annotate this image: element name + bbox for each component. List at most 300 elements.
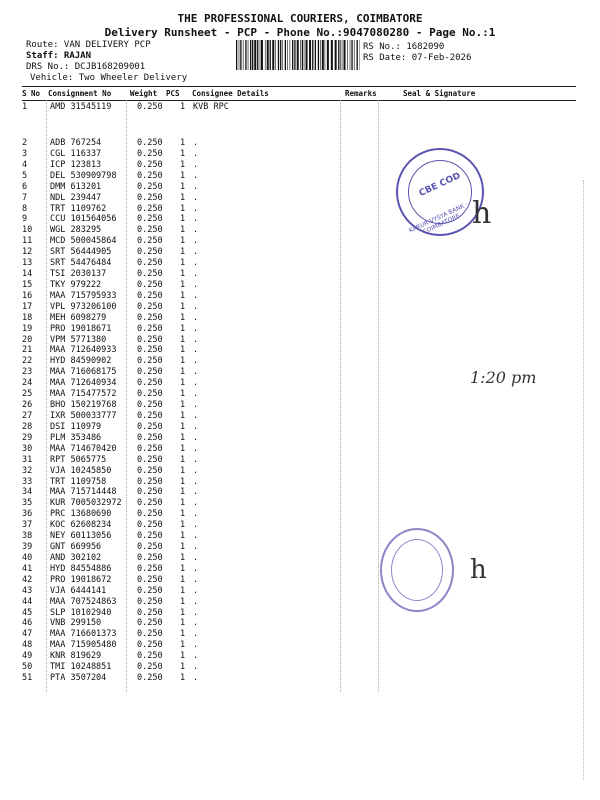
cell-wt: 0.250: [137, 148, 163, 159]
cell-sno: 14: [22, 269, 33, 280]
cell-sno: 34: [22, 487, 33, 498]
cell-cons: PRC 13680690: [50, 509, 112, 520]
cell-pcs: 1: [180, 552, 186, 563]
signature-mark: h: [470, 555, 487, 585]
cell-wt: 0.250: [137, 102, 163, 112]
cell-wt: 0.250: [137, 629, 163, 640]
cell-wt: 0.250: [137, 487, 163, 498]
cell-sno: 19: [22, 323, 33, 334]
cell-sno: 7: [22, 192, 28, 203]
cell-sno: 37: [22, 520, 33, 531]
table-row: [0, 335, 600, 346]
cell-sno: 39: [22, 542, 33, 553]
cell-det: .: [193, 585, 199, 596]
cell-sno: 28: [22, 421, 33, 432]
cell-cons: IXR 500033777: [50, 411, 117, 421]
cell-pcs: 1: [180, 465, 186, 476]
col-seal-signature: Seal & Signature: [403, 89, 476, 98]
cell-det: .: [193, 673, 199, 684]
cell-wt: 0.250: [137, 214, 163, 225]
cell-wt: 0.250: [137, 192, 163, 203]
cell-sno: 6: [22, 181, 28, 192]
cell-pcs: 1: [180, 520, 186, 531]
cell-pcs: 1: [180, 159, 186, 170]
cell-det: .: [193, 279, 199, 290]
cell-det: .: [193, 465, 199, 476]
cell-cons: TRT 1109762: [50, 203, 107, 214]
table-row: [0, 193, 600, 204]
cell-cons: PRO 19018671: [50, 323, 112, 334]
table-row: [0, 225, 600, 236]
cell-wt: 0.250: [137, 552, 163, 563]
cell-sno: 24: [22, 378, 33, 389]
table-row: [0, 597, 600, 608]
table-row: [0, 662, 600, 673]
table-row: [0, 149, 600, 160]
cell-wt: 0.250: [137, 585, 163, 596]
drs-label: DRS No.: DCJB168209001: [26, 62, 146, 72]
cell-cons: AND 302102: [50, 552, 102, 563]
table-row: [0, 160, 600, 171]
cell-pcs: 1: [180, 367, 186, 378]
cell-pcs: 1: [180, 170, 186, 181]
cell-pcs: 1: [180, 585, 186, 596]
cell-sno: 45: [22, 607, 33, 618]
cell-pcs: 1: [180, 214, 186, 225]
cell-det: KVB RPC: [193, 102, 229, 112]
cell-wt: 0.250: [137, 618, 163, 629]
cell-sno: 2: [22, 138, 28, 148]
cell-sno: 5: [22, 170, 28, 181]
cell-cons: MAA 716068175: [50, 367, 117, 378]
cell-wt: 0.250: [137, 181, 163, 192]
cell-det: .: [193, 476, 199, 487]
cell-sno: 43: [22, 585, 33, 596]
table-row: [0, 553, 600, 564]
cell-pcs: 1: [180, 269, 186, 280]
cell-sno: 46: [22, 618, 33, 629]
rs-number: RS No.: 1682090: [363, 42, 445, 52]
cell-sno: 12: [22, 247, 33, 258]
cell-pcs: 1: [180, 487, 186, 498]
route-label: Route: VAN DELIVERY PCP: [26, 40, 151, 50]
cell-sno: 8: [22, 203, 28, 214]
cell-cons: VJA 10245850: [50, 465, 112, 476]
cell-pcs: 1: [180, 148, 186, 159]
cell-pcs: 1: [180, 618, 186, 629]
cell-pcs: 1: [180, 389, 186, 400]
cell-sno: 31: [22, 454, 33, 465]
cell-pcs: 1: [180, 225, 186, 236]
cell-wt: 0.250: [137, 247, 163, 258]
cell-wt: 0.250: [137, 662, 163, 673]
signature-mark: h: [472, 196, 492, 231]
cell-pcs: 1: [180, 574, 186, 585]
cell-det: .: [193, 421, 199, 432]
cell-det: .: [193, 225, 199, 236]
staff-label: Staff: RAJAN: [26, 51, 92, 61]
cell-cons: MAA 715714448: [50, 487, 117, 498]
cell-det: .: [193, 203, 199, 214]
table-row: [0, 182, 600, 193]
table-row: [0, 291, 600, 302]
cell-pcs: 1: [180, 301, 186, 312]
cell-cons: MAA 712640933: [50, 345, 117, 356]
cell-sno: 42: [22, 574, 33, 585]
table-row: [0, 324, 600, 335]
cell-wt: 0.250: [137, 258, 163, 269]
cell-wt: 0.250: [137, 563, 163, 574]
cell-det: .: [193, 159, 199, 170]
cell-cons: TSI 2030137: [50, 269, 107, 280]
cell-cons: DEL 530909798: [50, 170, 117, 181]
cell-cons: MAA 715477572: [50, 389, 117, 400]
cell-det: .: [193, 574, 199, 585]
table-row: [0, 138, 600, 149]
cell-wt: 0.250: [137, 673, 163, 684]
cell-det: .: [193, 236, 199, 247]
cell-sno: 51: [22, 673, 33, 684]
table-row: [0, 356, 600, 367]
cell-wt: 0.250: [137, 542, 163, 553]
table-row: [0, 618, 600, 629]
cell-pcs: 1: [180, 290, 186, 301]
col-consignment: Consignment No: [48, 89, 112, 98]
cell-cons: SRT 54476484: [50, 258, 112, 269]
cell-sno: 47: [22, 629, 33, 640]
cell-det: .: [193, 400, 199, 411]
cell-cons: VPM 5771380: [50, 334, 107, 345]
cell-pcs: 1: [180, 258, 186, 269]
cell-pcs: 1: [180, 400, 186, 411]
table-row: [0, 313, 600, 324]
cell-sno: 11: [22, 236, 33, 247]
cell-pcs: 1: [180, 498, 186, 509]
cell-det: .: [193, 552, 199, 563]
table-row: [0, 269, 600, 280]
table-row: [0, 640, 600, 651]
cell-det: .: [193, 301, 199, 312]
cell-sno: 30: [22, 443, 33, 454]
col-consignee-details: Consignee Details: [192, 89, 269, 98]
cell-sno: 41: [22, 563, 33, 574]
cell-wt: 0.250: [137, 225, 163, 236]
cell-det: .: [193, 192, 199, 203]
cell-wt: 0.250: [137, 138, 163, 148]
cell-det: .: [193, 629, 199, 640]
table-header: [22, 87, 576, 100]
cell-wt: 0.250: [137, 312, 163, 323]
cell-cons: TKY 979222: [50, 279, 102, 290]
barcode-icon: [236, 40, 360, 70]
cell-pcs: 1: [180, 356, 186, 367]
cell-cons: VNB 299150: [50, 618, 102, 629]
cell-det: .: [193, 378, 199, 389]
cell-cons: WGL 283295: [50, 225, 102, 236]
cell-det: .: [193, 290, 199, 301]
cell-wt: 0.250: [137, 389, 163, 400]
cell-pcs: 1: [180, 203, 186, 214]
cell-pcs: 1: [180, 509, 186, 520]
table-row: [0, 102, 600, 113]
cell-cons: VPL 973206100: [50, 301, 117, 312]
cell-det: .: [193, 531, 199, 542]
cell-wt: 0.250: [137, 159, 163, 170]
cell-wt: 0.250: [137, 323, 163, 334]
cell-det: .: [193, 170, 199, 181]
cell-sno: 44: [22, 596, 33, 607]
table-row: [0, 389, 600, 400]
cell-cons: VJA 6444141: [50, 585, 107, 596]
cell-pcs: 1: [180, 138, 186, 148]
cell-pcs: 1: [180, 662, 186, 673]
bank-stamp-top: [396, 148, 484, 236]
cell-det: .: [193, 258, 199, 269]
cell-wt: 0.250: [137, 301, 163, 312]
cell-det: .: [193, 138, 199, 148]
cell-pcs: 1: [180, 542, 186, 553]
cell-det: .: [193, 269, 199, 280]
cell-cons: RPT 5065775: [50, 454, 107, 465]
table-row: [0, 542, 600, 553]
cell-sno: 10: [22, 225, 33, 236]
table-row: [0, 345, 600, 356]
stamp-ring-text: KARUR VYSYA BANK · COIMBATORE: [408, 201, 469, 236]
cell-det: .: [193, 454, 199, 465]
company-title: THE PROFESSIONAL COURIERS, COIMBATORE: [177, 12, 423, 25]
cell-pcs: 1: [180, 531, 186, 542]
cell-cons: CCU 101564056: [50, 214, 117, 225]
table-row: [0, 204, 600, 215]
cell-cons: DMM 613201: [50, 181, 102, 192]
cell-cons: MAA 715795933: [50, 290, 117, 301]
table-row: [0, 444, 600, 455]
col-sno: S No: [22, 89, 41, 98]
table-row: [0, 651, 600, 662]
cell-sno: 50: [22, 662, 33, 673]
cell-det: .: [193, 432, 199, 443]
cell-det: .: [193, 443, 199, 454]
cell-cons: PRO 19018672: [50, 574, 112, 585]
cell-sno: 29: [22, 432, 33, 443]
runsheet-subtitle: Delivery Runsheet - PCP - Phone No.:9047080280 - Page No.:1: [104, 26, 496, 39]
cell-sno: 16: [22, 290, 33, 301]
cell-sno: 13: [22, 258, 33, 269]
table-row: [0, 509, 600, 520]
cell-cons: GNT 669956: [50, 542, 102, 553]
cell-det: .: [193, 389, 199, 400]
cell-pcs: 1: [180, 563, 186, 574]
cell-sno: 20: [22, 334, 33, 345]
cell-det: .: [193, 148, 199, 159]
cell-cons: MAA 707524863: [50, 596, 117, 607]
cell-wt: 0.250: [137, 290, 163, 301]
cell-sno: 25: [22, 389, 33, 400]
cell-wt: 0.250: [137, 574, 163, 585]
cell-det: .: [193, 542, 199, 553]
cell-det: .: [193, 640, 199, 651]
cell-sno: 49: [22, 651, 33, 662]
cell-wt: 0.250: [137, 269, 163, 280]
cell-det: .: [193, 367, 199, 378]
cell-pcs: 1: [180, 651, 186, 662]
cell-det: .: [193, 312, 199, 323]
cell-sno: 18: [22, 312, 33, 323]
cell-cons: KUR 7005032972: [50, 498, 122, 509]
cell-sno: 32: [22, 465, 33, 476]
cell-wt: 0.250: [137, 356, 163, 367]
table-row: [0, 673, 600, 684]
cell-sno: 26: [22, 400, 33, 411]
cell-det: .: [193, 356, 199, 367]
cell-pcs: 1: [180, 345, 186, 356]
cell-cons: SRT 56444905: [50, 247, 112, 258]
cell-pcs: 1: [180, 236, 186, 247]
stamp-center-text: CBE COD: [417, 171, 463, 199]
cell-det: .: [193, 618, 199, 629]
cell-wt: 0.250: [137, 509, 163, 520]
table-row: [0, 400, 600, 411]
cell-det: .: [193, 596, 199, 607]
cell-sno: 40: [22, 552, 33, 563]
cell-cons: CGL 116337: [50, 148, 102, 159]
cell-sno: 1: [22, 102, 28, 112]
handwritten-time: 1:20 pm: [470, 368, 537, 387]
cell-wt: 0.250: [137, 443, 163, 454]
cell-wt: 0.250: [137, 520, 163, 531]
table-row: [0, 520, 600, 531]
table-row: [0, 422, 600, 433]
cell-cons: HYD 84590902: [50, 356, 112, 367]
cell-cons: BHO 150219768: [50, 400, 117, 411]
cell-pcs: 1: [180, 312, 186, 323]
cell-wt: 0.250: [137, 421, 163, 432]
cell-cons: MEH 6098279: [50, 312, 107, 323]
table-row: [0, 608, 600, 619]
table-row: [0, 171, 600, 182]
cell-pcs: 1: [180, 629, 186, 640]
cell-wt: 0.250: [137, 640, 163, 651]
cell-det: .: [193, 607, 199, 618]
cell-cons: PLM 353486: [50, 432, 102, 443]
cell-sno: 27: [22, 411, 33, 421]
table-row: [0, 498, 600, 509]
cell-cons: MAA 715905480: [50, 640, 117, 651]
cell-wt: 0.250: [137, 378, 163, 389]
cell-wt: 0.250: [137, 236, 163, 247]
cell-wt: 0.250: [137, 498, 163, 509]
rs-date: RS Date: 07-Feb-2026: [363, 53, 472, 63]
table-row: [0, 487, 600, 498]
cell-wt: 0.250: [137, 411, 163, 421]
cell-wt: 0.250: [137, 345, 163, 356]
cell-det: .: [193, 411, 199, 421]
cell-cons: TRT 1109758: [50, 476, 107, 487]
cell-cons: MAA 712640934: [50, 378, 117, 389]
cell-wt: 0.250: [137, 203, 163, 214]
cell-sno: 4: [22, 159, 28, 170]
table-row: [0, 214, 600, 225]
cell-pcs: 1: [180, 323, 186, 334]
cell-pcs: 1: [180, 279, 186, 290]
table-row: [0, 575, 600, 586]
cell-sno: 15: [22, 279, 33, 290]
cell-cons: PTA 3507204: [50, 673, 107, 684]
cell-wt: 0.250: [137, 607, 163, 618]
cell-pcs: 1: [180, 334, 186, 345]
cell-sno: 17: [22, 301, 33, 312]
cell-sno: 33: [22, 476, 33, 487]
table-row: [0, 302, 600, 313]
cell-det: .: [193, 520, 199, 531]
cell-pcs: 1: [180, 181, 186, 192]
cell-wt: 0.250: [137, 334, 163, 345]
cell-wt: 0.250: [137, 476, 163, 487]
cell-pcs: 1: [180, 443, 186, 454]
cell-det: .: [193, 487, 199, 498]
cell-pcs: 1: [180, 596, 186, 607]
cell-pcs: 1: [180, 378, 186, 389]
col-weight: Weight: [130, 89, 158, 98]
table-row: [0, 236, 600, 247]
cell-sno: 21: [22, 345, 33, 356]
cell-det: .: [193, 662, 199, 673]
table-row: [0, 280, 600, 291]
table-row: [0, 411, 600, 422]
cell-wt: 0.250: [137, 465, 163, 476]
table-row: [0, 564, 600, 575]
table-row: [0, 531, 600, 542]
cell-det: .: [193, 345, 199, 356]
cell-pcs: 1: [180, 454, 186, 465]
cell-cons: MCD 500045864: [50, 236, 117, 247]
table-row: [0, 586, 600, 597]
cell-pcs: 1: [180, 607, 186, 618]
cell-wt: 0.250: [137, 596, 163, 607]
cell-cons: KOC 62608234: [50, 520, 112, 531]
cell-cons: SLP 10102940: [50, 607, 112, 618]
cell-cons: DSI 110979: [50, 421, 102, 432]
cell-wt: 0.250: [137, 279, 163, 290]
cell-pcs: 1: [180, 421, 186, 432]
cell-sno: 38: [22, 531, 33, 542]
cell-det: .: [193, 181, 199, 192]
cell-det: .: [193, 563, 199, 574]
cell-det: .: [193, 247, 199, 258]
cell-cons: ADB 767254: [50, 138, 102, 148]
cell-det: .: [193, 498, 199, 509]
cell-wt: 0.250: [137, 400, 163, 411]
table-row: [0, 629, 600, 640]
col-pcs: PCS: [166, 89, 180, 98]
table-row: [0, 433, 600, 444]
cell-det: .: [193, 509, 199, 520]
cell-wt: 0.250: [137, 454, 163, 465]
cell-sno: 3: [22, 148, 28, 159]
table-row: [0, 258, 600, 269]
cell-pcs: 1: [180, 192, 186, 203]
cell-sno: 35: [22, 498, 33, 509]
cell-pcs: 1: [180, 640, 186, 651]
cell-pcs: 1: [180, 476, 186, 487]
cell-cons: NDL 239447: [50, 192, 102, 203]
cell-wt: 0.250: [137, 531, 163, 542]
cell-pcs: 1: [180, 432, 186, 443]
cell-sno: 9: [22, 214, 28, 225]
cell-cons: KNR 819629: [50, 651, 102, 662]
table-row: [0, 477, 600, 488]
cell-cons: MAA 716601373: [50, 629, 117, 640]
